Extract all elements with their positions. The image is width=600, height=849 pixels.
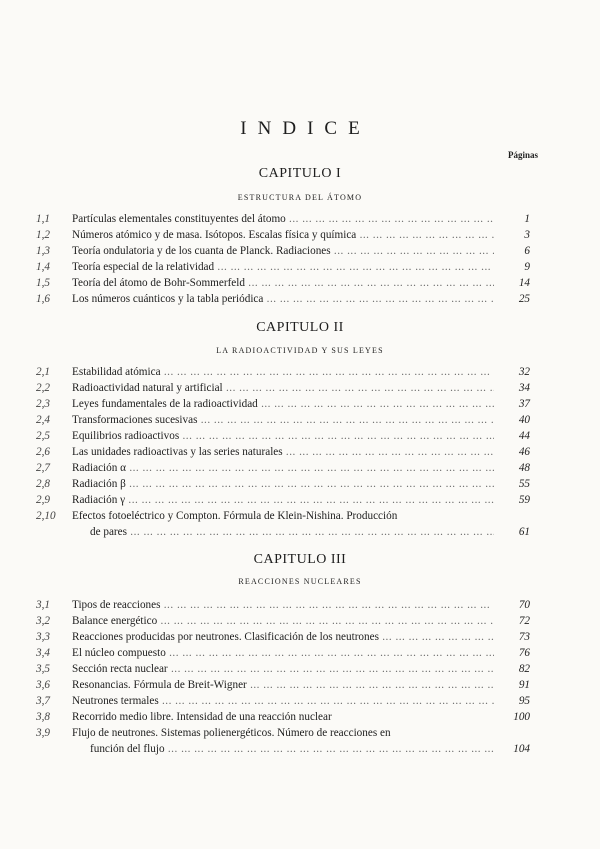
entry-number: 2,2 xyxy=(36,382,50,394)
entry-page: 61 xyxy=(518,526,530,538)
toc-entry xyxy=(36,476,530,492)
toc-entry xyxy=(36,661,530,677)
entry-number: 2,8 xyxy=(36,478,50,490)
chapter-title: CAPITULO III xyxy=(253,552,347,567)
toc-entry xyxy=(36,396,530,412)
entry-number: 1,3 xyxy=(36,245,50,257)
toc-entry xyxy=(36,741,530,757)
entry-text: Neutrones termales ... . xyxy=(72,693,494,709)
toc-entry xyxy=(36,709,530,725)
entry-number: 3,5 xyxy=(36,663,50,675)
toc-entry xyxy=(36,492,530,508)
entry-number: 3,2 xyxy=(36,615,50,627)
toc-entry xyxy=(36,629,530,645)
entry-number: 2,9 xyxy=(36,494,50,506)
entry-text: Radiación α ... . xyxy=(72,460,494,476)
toc-entry xyxy=(36,460,530,476)
toc-entry xyxy=(36,211,530,227)
entry-number: 3,6 xyxy=(36,679,50,691)
chapter-title: CAPITULO I xyxy=(258,166,342,181)
toc-entry xyxy=(36,275,530,291)
chapter-subtitle: ESTRUCTURA DEL ÁTOMO xyxy=(237,193,363,202)
toc-entry xyxy=(36,725,530,741)
entry-text: Radiación γ ... . xyxy=(72,492,494,508)
toc-entry xyxy=(36,508,530,524)
entry-page: 73 xyxy=(518,631,530,643)
page-title: INDICE xyxy=(240,118,371,139)
entry-number: 3,4 xyxy=(36,647,50,659)
entry-page: 40 xyxy=(518,414,530,426)
entry-text: Radiación β ... . xyxy=(72,476,494,492)
entry-text: Transformaciones sucesivas ... . xyxy=(72,412,494,428)
entry-number: 2,10 xyxy=(36,510,56,522)
entry-number: 2,3 xyxy=(36,398,50,410)
entry-text: Flujo de neutrones. Sistemas polienergéticos. Número de reacciones en xyxy=(72,727,391,739)
toc-entry xyxy=(36,645,530,661)
entry-text: Los números cuánticos y la tabla periódica ... . xyxy=(72,291,494,307)
toc-entry xyxy=(36,613,530,629)
toc-entry xyxy=(36,444,530,460)
chapter-subtitle: REACCIONES NUCLEARES xyxy=(238,577,362,586)
toc-entry xyxy=(36,677,530,693)
entry-text: Estabilidad atómica ... . xyxy=(72,364,494,380)
entry-number: 1,6 xyxy=(36,293,50,305)
entry-text: Recorrido medio libre. Intensidad de una reacción nuclear xyxy=(72,711,332,723)
entry-page: 37 xyxy=(518,398,530,410)
entry-page: 82 xyxy=(518,663,530,675)
entry-text: Tipos de reacciones ... . xyxy=(72,597,494,613)
entry-text: función del flujo ... . xyxy=(90,741,494,757)
entry-text: Las unidades radioactivas y las series naturales ... . xyxy=(72,444,494,460)
toc-entry xyxy=(36,524,530,540)
entry-number: 3,1 xyxy=(36,599,50,611)
entry-text: Teoría ondulatoria y de los cuanta de Planck. Radiaciones ... . xyxy=(72,243,494,259)
entry-page: 55 xyxy=(518,478,530,490)
entry-page: 25 xyxy=(518,293,530,305)
entry-number: 3,3 xyxy=(36,631,50,643)
entry-number: 1,5 xyxy=(36,277,50,289)
entry-text: Radioactividad natural y artificial ... . xyxy=(72,380,494,396)
entry-number: 3,9 xyxy=(36,727,50,739)
toc-entry xyxy=(36,364,530,380)
toc-entry xyxy=(36,227,530,243)
entry-text: Teoría del átomo de Bohr-Sommerfeld ... . xyxy=(72,275,494,291)
entry-page: 72 xyxy=(518,615,530,627)
toc-entry xyxy=(36,243,530,259)
entry-page: 100 xyxy=(513,711,530,723)
entry-page: 34 xyxy=(518,382,530,394)
entry-page: 48 xyxy=(518,462,530,474)
entry-number: 3,7 xyxy=(36,695,50,707)
entry-text: Leyes fundamentales de la radioactividad ... . xyxy=(72,396,494,412)
entry-text: Equilibrios radioactivos ... . xyxy=(72,428,494,444)
chapter-subtitle: LA RADIOACTIVIDAD Y SUS LEYES xyxy=(216,346,384,355)
entry-page: 91 xyxy=(518,679,530,691)
entry-page: 104 xyxy=(513,743,530,755)
entry-page: 59 xyxy=(518,494,530,506)
entry-page: 1 xyxy=(524,213,530,225)
toc-entry xyxy=(36,412,530,428)
entry-page: 3 xyxy=(524,229,530,241)
entry-text: El núcleo compuesto ... . xyxy=(72,645,494,661)
entry-number: 1,4 xyxy=(36,261,50,273)
toc-entry xyxy=(36,693,530,709)
entry-text: Balance energético ... . xyxy=(72,613,494,629)
entry-number: 2,4 xyxy=(36,414,50,426)
entry-page: 6 xyxy=(524,245,530,257)
toc-entry xyxy=(36,597,530,613)
entry-page: 46 xyxy=(518,446,530,458)
toc-entry xyxy=(36,380,530,396)
entry-text: Partículas elementales constituyentes del átomo ... . xyxy=(72,211,494,227)
toc-entry xyxy=(36,428,530,444)
entry-text: Teoría especial de la relatividad ... . xyxy=(72,259,494,275)
entry-number: 2,7 xyxy=(36,462,50,474)
entry-page: 44 xyxy=(518,430,530,442)
entry-page: 32 xyxy=(518,366,530,378)
entry-number: 2,6 xyxy=(36,446,50,458)
entry-page: 76 xyxy=(518,647,530,659)
entry-text: Reacciones producidas por neutrones. Clasificación de los neutrones ... . xyxy=(72,629,494,645)
entry-text: Números atómico y de masa. Isótopos. Escalas física y química ... . xyxy=(72,227,494,243)
entry-page: 9 xyxy=(524,261,530,273)
entry-number: 2,1 xyxy=(36,366,50,378)
entry-page: 14 xyxy=(518,277,530,289)
entry-page: 70 xyxy=(518,599,530,611)
entry-text: de pares ... . xyxy=(90,524,494,540)
entry-text: Resonancias. Fórmula de Breit-Wigner ... . xyxy=(72,677,494,693)
toc-entry xyxy=(36,291,530,307)
toc-entry xyxy=(36,259,530,275)
pages-column-label: Páginas xyxy=(507,150,538,160)
entry-text: Sección recta nuclear ... . xyxy=(72,661,494,677)
entry-text: Efectos fotoeléctrico y Compton. Fórmula de Klein-Nishina. Producción xyxy=(72,510,398,522)
entry-number: 2,5 xyxy=(36,430,50,442)
entry-number: 3,8 xyxy=(36,711,50,723)
entry-number: 1,1 xyxy=(36,213,50,225)
chapter-title: CAPITULO II xyxy=(256,320,344,335)
entry-page: 95 xyxy=(518,695,530,707)
entry-number: 1,2 xyxy=(36,229,50,241)
